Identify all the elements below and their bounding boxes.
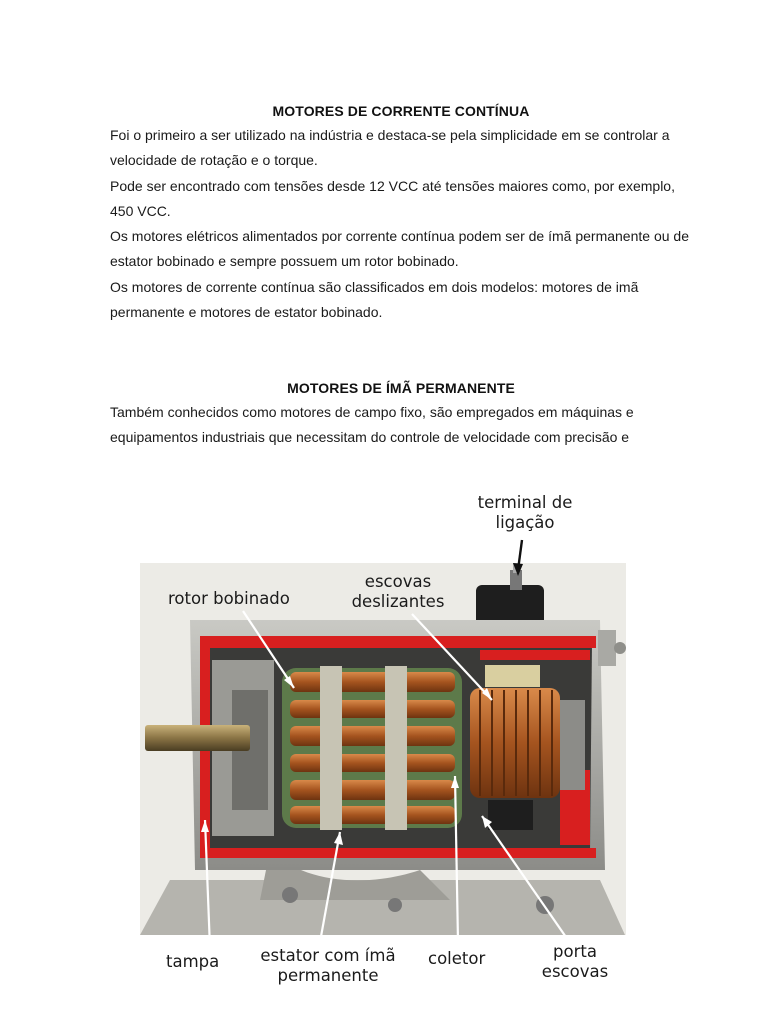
- label-line: escovas: [541, 962, 609, 981]
- label-line: estator com ímã: [260, 946, 396, 965]
- label-terminal: [470, 493, 580, 533]
- paragraph: Também conhecidos como motores de campo fixo, são empregados em máquinas e equipamentos industriais que necessitam do controle de velocidade com precisão e: [110, 404, 634, 446]
- motor-shaft: [145, 725, 250, 751]
- label-line: porta: [553, 942, 597, 961]
- label-line: permanente: [277, 966, 379, 985]
- label-porta-escovas: [530, 942, 620, 982]
- label-line: escovas: [364, 572, 432, 591]
- label-line: deslizantes: [351, 592, 445, 611]
- label-tampa: tampa: [166, 952, 220, 971]
- section-title-permanent-magnet: MOTORES DE ÍMÃ PERMANENTE: [287, 380, 515, 396]
- label-estator: [258, 946, 398, 986]
- paragraph: Foi o primeiro a ser utilizado na indústria e destaca-se pela simplicidade em se controlar a velocidade de rotação e o torque.: [110, 127, 670, 169]
- label-coletor: coletor: [428, 949, 486, 968]
- paragraph: Pode ser encontrado com tensões desde 12 VCC até tensões maiores como, por exemplo, 450 VCC.: [110, 177, 675, 219]
- section-title-dc-motors: MOTORES DE CORRENTE CONTÍNUA: [272, 103, 530, 119]
- brush-holder: [485, 665, 540, 687]
- label-line: ligação: [495, 513, 555, 532]
- label-rotor: rotor bobinado: [168, 589, 290, 608]
- paragraph: Os motores de corrente contínua são classificados em dois modelos: motores de imã permanente e motores de estator bobinado.: [110, 278, 639, 321]
- paragraph: Os motores elétricos alimentados por corrente contínua podem ser de ímã permanente ou de estator bobinado e sempre possuem um rotor bobinado.: [110, 228, 689, 270]
- label-line: terminal de: [477, 493, 573, 512]
- label-escovas: [348, 572, 448, 612]
